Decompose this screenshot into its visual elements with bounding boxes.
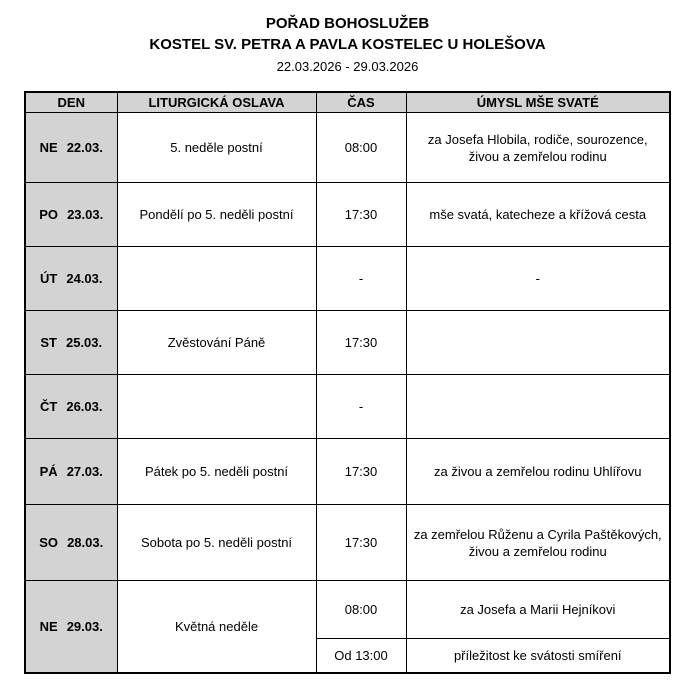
intention-cell: příležitost ke svátosti smíření	[406, 639, 670, 673]
day-cell	[25, 439, 117, 505]
celebration-cell: Pondělí po 5. neděli postní	[117, 183, 316, 247]
table-row	[25, 113, 670, 183]
day-abbr: NE	[39, 618, 58, 634]
day-date: 27.03.	[66, 464, 103, 479]
celebration-cell: Pátek po 5. neděli postní	[117, 439, 316, 505]
column-header-time: ČAS	[316, 92, 406, 113]
day-cell	[25, 581, 117, 673]
schedule-table	[24, 91, 671, 674]
day-abbr: ST	[40, 335, 57, 350]
day-date: 26.03.	[66, 399, 103, 414]
celebration-cell	[117, 375, 316, 439]
intention-cell: za Josefa a Marii Hejníkovi	[406, 581, 670, 639]
table-row	[25, 505, 670, 581]
intention-cell	[406, 311, 670, 375]
day-abbr: PO	[39, 207, 59, 222]
table-row	[25, 311, 670, 375]
celebration-cell: Sobota po 5. neděli postní	[117, 505, 316, 581]
day-date: 25.03.	[65, 335, 103, 350]
page-subtitle: KOSTEL SV. PETRA A PAVLA KOSTELEC U HOLEŠOVA	[149, 36, 546, 53]
table-row	[25, 183, 670, 247]
day-date: 28.03.	[67, 535, 104, 550]
table-row	[25, 247, 670, 311]
intention-cell: mše svatá, katecheze a křížová cesta	[406, 183, 670, 247]
day-abbr: NE	[39, 140, 58, 155]
day-date: 22.03.	[66, 140, 103, 155]
table-row	[25, 375, 670, 439]
day-cell	[25, 183, 117, 247]
page-title: POŘAD BOHOSLUŽEB	[265, 15, 430, 32]
time-cell: 17:30	[316, 311, 406, 375]
day-abbr: PÁ	[39, 464, 58, 479]
time-cell: 08:00	[316, 113, 406, 183]
intention-cell: -	[406, 247, 670, 311]
time-cell: Od 13:00	[316, 639, 406, 673]
day-abbr: ČT	[40, 399, 58, 414]
day-cell	[25, 247, 117, 311]
time-cell: -	[316, 375, 406, 439]
intention-cell: za zemřelou Růženu a Cyrila Paštěkových, živou a zemřelou rodinu	[406, 505, 670, 581]
celebration-cell: Květná neděle	[117, 581, 316, 673]
day-date: 23.03.	[67, 207, 104, 222]
table-header-row	[25, 92, 670, 113]
day-cell	[25, 375, 117, 439]
time-cell: 17:30	[316, 183, 406, 247]
table-row	[25, 581, 670, 639]
intention-cell: za Josefa Hlobila, rodiče, sourozence, živou a zemřelou rodinu	[406, 113, 670, 183]
day-date: 29.03.	[66, 618, 103, 634]
day-abbr: SO	[39, 535, 59, 550]
column-header-day: DEN	[25, 92, 117, 113]
day-date: 24.03.	[66, 271, 103, 286]
celebration-cell: Zvěstování Páně	[117, 311, 316, 375]
column-header-intention: ÚMYSL MŠE SVATÉ	[406, 92, 670, 113]
time-cell: 17:30	[316, 505, 406, 581]
day-cell	[25, 505, 117, 581]
time-cell: -	[316, 247, 406, 311]
celebration-cell: 5. neděle postní	[117, 113, 316, 183]
day-cell	[25, 113, 117, 183]
celebration-cell	[117, 247, 316, 311]
intention-cell	[406, 375, 670, 439]
intention-cell: za živou a zemřelou rodinu Uhlířovu	[406, 439, 670, 505]
time-cell: 08:00	[316, 581, 406, 639]
day-cell	[25, 311, 117, 375]
time-cell: 17:30	[316, 439, 406, 505]
table-row	[25, 439, 670, 505]
column-header-celebration: LITURGICKÁ OSLAVA	[117, 92, 316, 113]
date-range: 22.03.2026 - 29.03.2026	[276, 59, 419, 74]
day-abbr: ÚT	[40, 271, 58, 286]
